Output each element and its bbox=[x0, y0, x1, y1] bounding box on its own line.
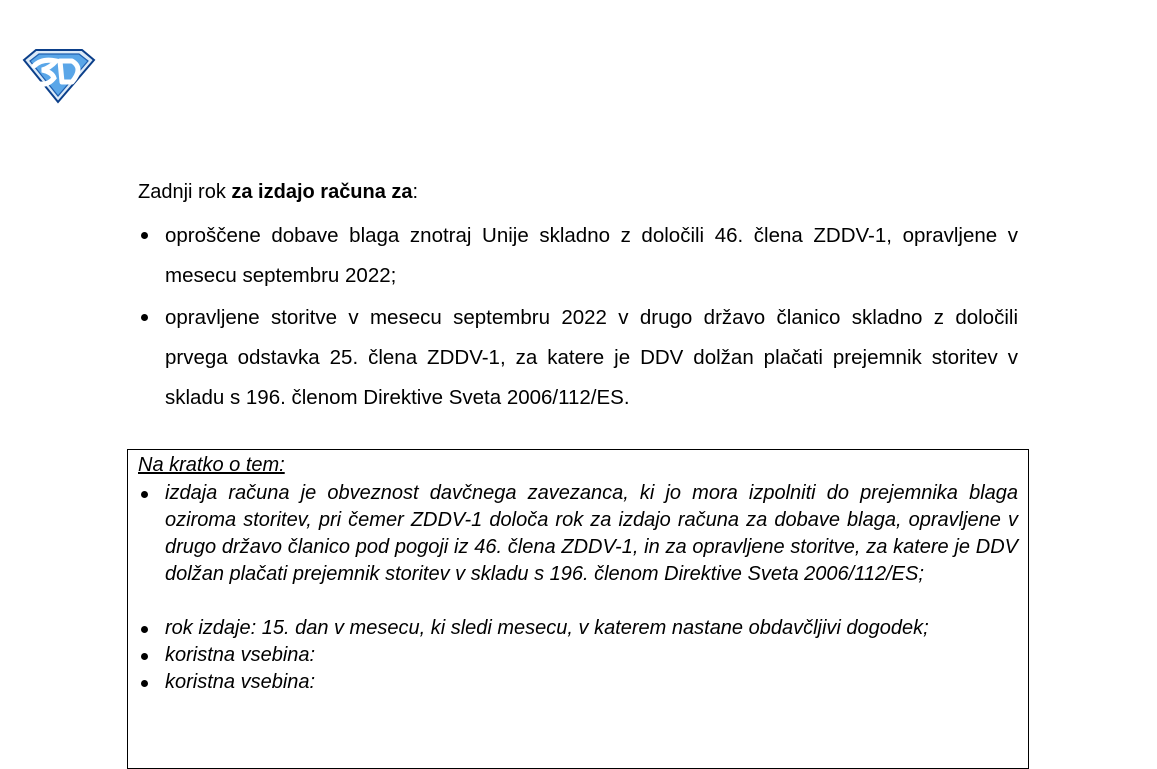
bullet-icon bbox=[141, 314, 148, 321]
bullet-icon bbox=[141, 491, 148, 498]
summary-item bbox=[138, 480, 1018, 588]
summary-item-text: rok izdaje: 15. dan v mesecu, ki sledi mesecu, v katerem nastane obdavčljivi dogodek; bbox=[165, 617, 929, 639]
intro-text-3: : bbox=[412, 181, 419, 203]
bullet-icon bbox=[141, 680, 148, 687]
summary-item-text: koristna vsebina: bbox=[165, 671, 316, 693]
summary-list bbox=[138, 480, 1018, 696]
list-item-text: oproščene dobave blaga znotraj Unije skladno z določili 46. člena ZDDV-1, opravljene v mesecu septembru 2022; bbox=[165, 224, 1018, 287]
intro-text-1: Zadnji rok bbox=[138, 181, 232, 203]
summary-item bbox=[138, 669, 1018, 696]
summary-item bbox=[138, 615, 1018, 642]
intro-text-bold: za izdajo računa za bbox=[231, 181, 413, 203]
summary-box-title: Na kratko o tem: bbox=[138, 454, 285, 476]
company-logo bbox=[22, 46, 96, 104]
bullet-icon bbox=[141, 653, 148, 660]
deadline-list bbox=[138, 216, 1018, 420]
summary-item bbox=[138, 642, 1018, 669]
list-item-text: opravljene storitve v mesecu septembru 2022 v drugo državo članico skladno z določili prvega odstavka 25. člena ZDDV-1, za katere je DDV dolžan plačati prejemnik storitev v skladu s 196. členom Direktive Sveta 2006/112/ES. bbox=[165, 306, 1018, 409]
intro-paragraph bbox=[138, 178, 1018, 206]
list-item bbox=[138, 298, 1018, 418]
bullet-icon bbox=[141, 232, 148, 239]
bullet-icon bbox=[141, 626, 148, 633]
summary-item-text: izdaja računa je obveznost davčnega zavezanca, ki jo mora izpolniti do prejemnika blaga oziroma storitev, pri čemer ZDDV-1 določa rok za izdajo računa za dobave blaga, opravljene v drugo državo članico pod pogoji iz 46. člena ZDDV-1, in za opravljene storitve, za katere je DDV dolžan plačati prejemnik storitev v skladu s 196. členom Direktive Sveta 2006/112/ES; bbox=[165, 482, 1018, 585]
summary-item-text: koristna vsebina: bbox=[165, 644, 316, 666]
list-item bbox=[138, 216, 1018, 296]
